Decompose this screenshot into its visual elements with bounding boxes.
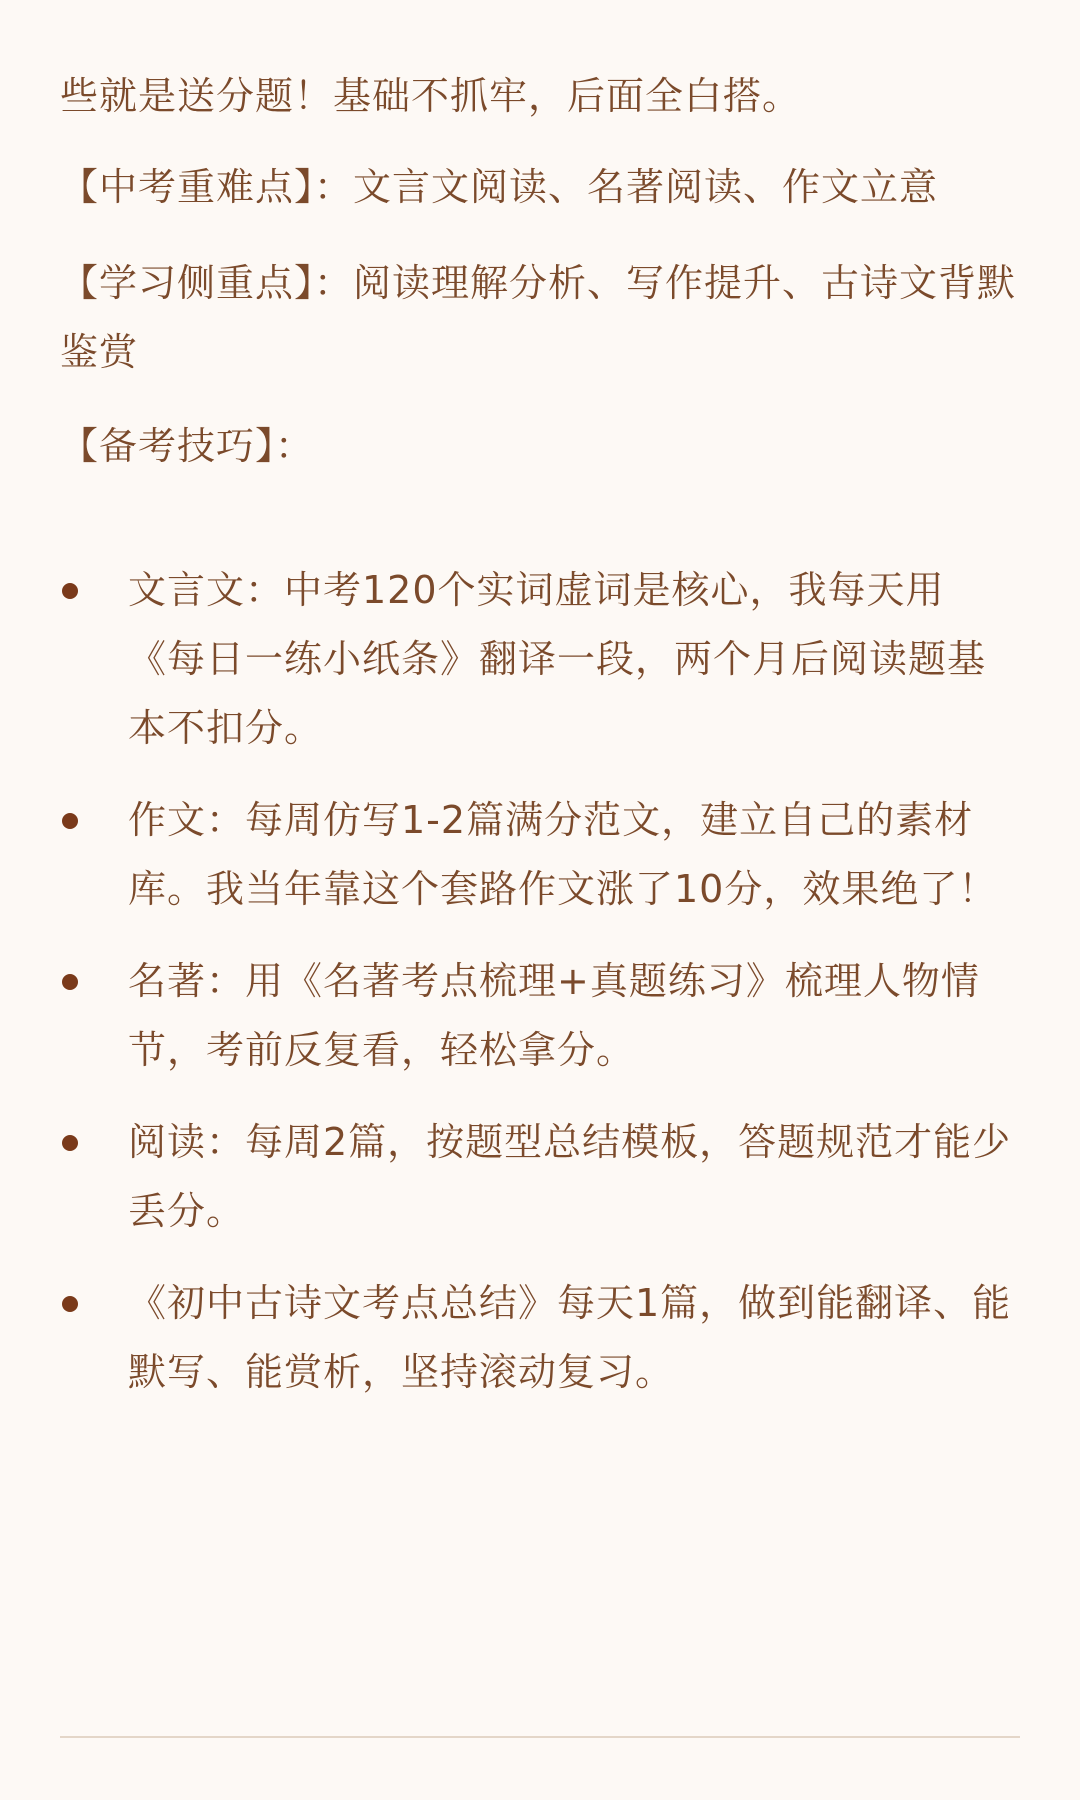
list-item-text: 《初中古诗文考点总结》每天1篇，做到能翻译、能默写、能赏析，坚持滚动复习。 xyxy=(128,1281,1012,1394)
list-item xyxy=(60,947,1020,1085)
list-item-text: 名著：用《名著考点梳理+真题练习》梳理人物情节，考前反复看，轻松拿分。 xyxy=(128,959,980,1072)
list-item xyxy=(60,556,1020,763)
study-focus-paragraph: 【学习侧重点】：阅读理解分析、写作提升、古诗文背默鉴赏 xyxy=(60,261,1017,374)
bullet-dot-icon xyxy=(62,1296,78,1312)
list-item xyxy=(60,786,1020,924)
bullet-dot-icon xyxy=(62,1135,78,1151)
intro-paragraph: 些就是送分题！基础不抓牢，后面全白搭。 xyxy=(60,74,802,118)
key-points-paragraph: 【中考重难点】：文言文阅读、名著阅读、作文立意 xyxy=(60,165,939,209)
bullet-dot-icon xyxy=(62,974,78,990)
tips-heading: 【备考技巧】： xyxy=(60,424,315,468)
list-item xyxy=(60,1108,1020,1246)
list-item-text: 阅读：每周2篇，按题型总结模板，答题规范才能少丢分。 xyxy=(128,1120,1012,1233)
list-item xyxy=(60,1269,1020,1407)
list-item-text: 作文：每周仿写1-2篇满分范文，建立自己的素材库。我当年靠这个套路作文涨了10分，效果绝了！ xyxy=(128,798,998,911)
list-item-text: 文言文：中考120个实词虚词是核心，我每天用《每日一练小纸条》翻译一段，两个月后阅读题基本不扣分。 xyxy=(128,568,987,750)
bottom-divider xyxy=(60,1736,1020,1738)
tips-list xyxy=(60,556,1020,1430)
bullet-dot-icon xyxy=(62,583,78,599)
bullet-dot-icon xyxy=(62,813,78,829)
